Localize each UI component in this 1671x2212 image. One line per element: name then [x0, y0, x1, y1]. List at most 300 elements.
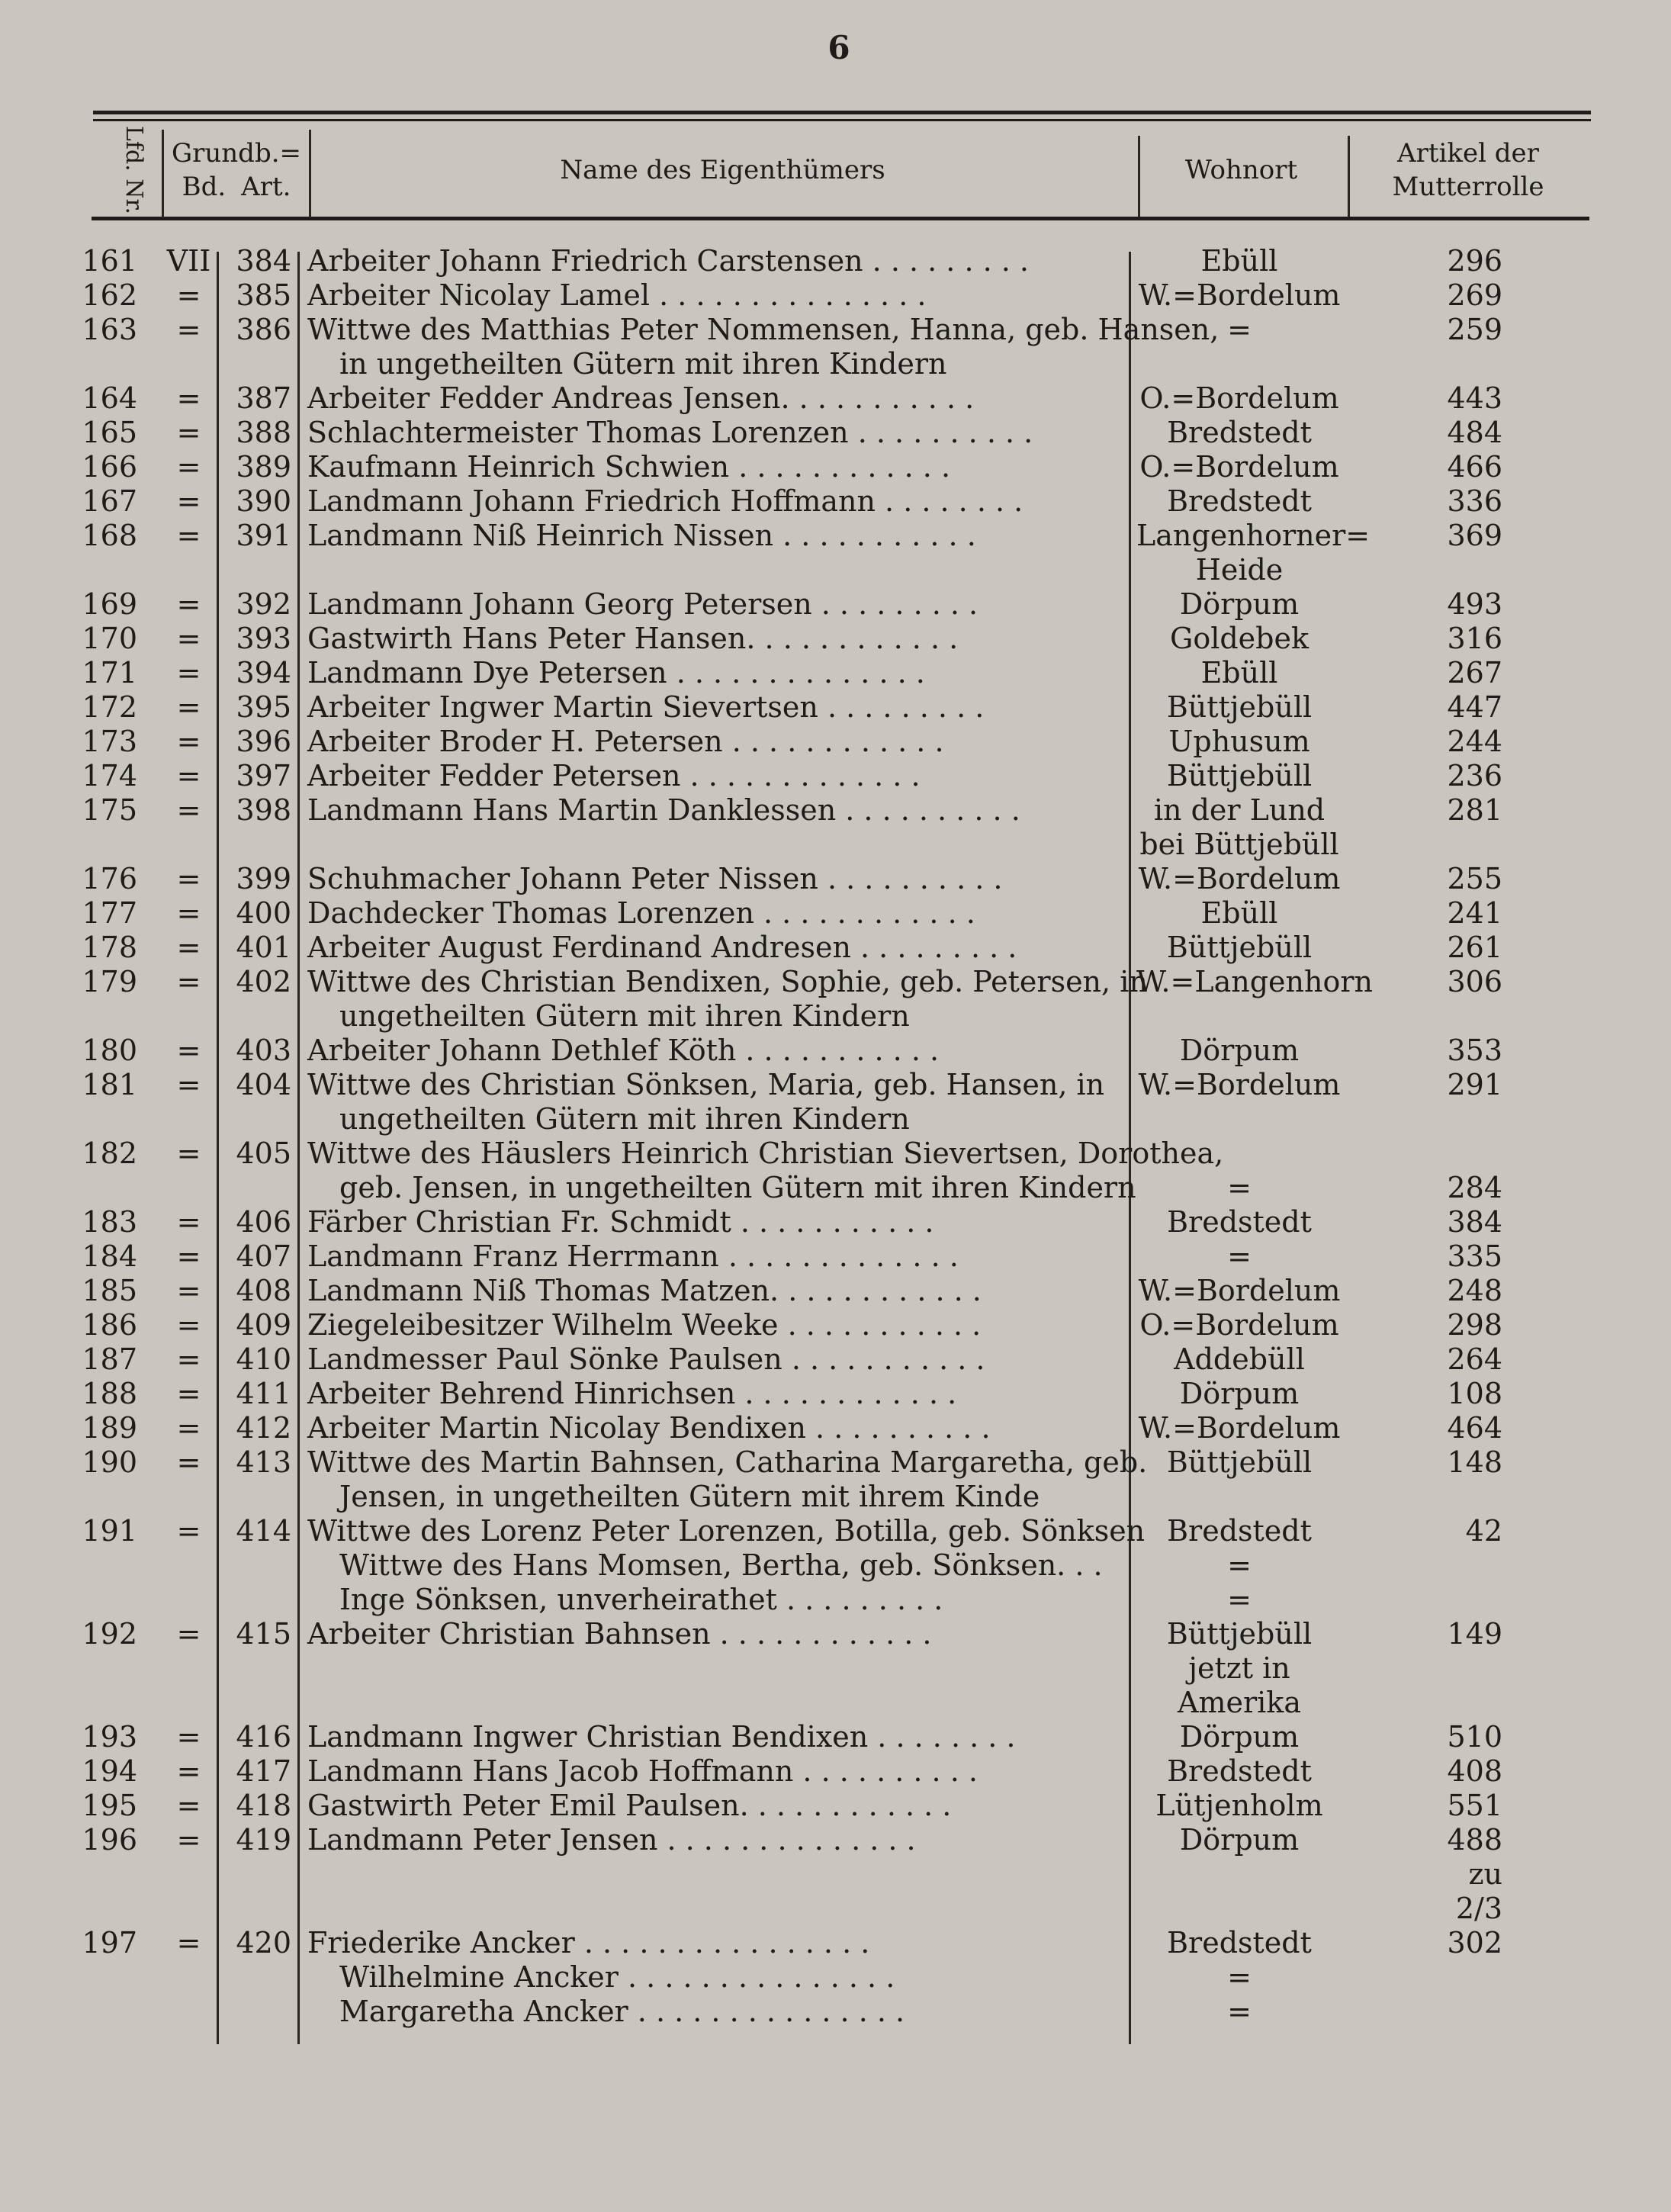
owner-name-line: Dachdecker Thomas Lorenzen . . . . . . . . . . . . [307, 896, 975, 930]
owner-name-line: Wittwe des Lorenz Peter Lorenzen, Botilla, geb. Sönksen [307, 1514, 1146, 1548]
owner-name-line: Arbeiter Broder H. Petersen . . . . . . . . . . . . [307, 725, 944, 758]
row-number: 179 [82, 965, 137, 998]
row-band: = [176, 965, 201, 998]
row-owner-name [307, 793, 1125, 828]
row-number: 167 [82, 484, 137, 518]
owner-name-line: ungetheilten Gütern mit ihren Kindern [339, 999, 910, 1033]
row-owner-name [307, 896, 1125, 931]
row-artikel: 410 [236, 1342, 291, 1376]
wohnort-line: Büttjebüll [1166, 931, 1313, 964]
row-owner-name [307, 1514, 1146, 1617]
mutterrolle-line: 408 [1447, 1754, 1502, 1788]
mutterrolle-line: 551 [1447, 1789, 1502, 1822]
row-number: 187 [82, 1342, 137, 1376]
wohnort-line: Dörpum [1179, 1720, 1300, 1754]
row-owner-name [307, 1239, 1125, 1274]
mutterrolle-line: 259 [1447, 313, 1502, 346]
row-mutterrolle [1419, 1411, 1502, 1445]
row-mutterrolle [1419, 1823, 1502, 1926]
row-owner-name [307, 1274, 1125, 1308]
mutterrolle-line: 148 [1447, 1445, 1502, 1479]
mutterrolle-line: 466 [1447, 450, 1502, 484]
row-artikel: 415 [236, 1617, 291, 1651]
row-number: 180 [82, 1034, 137, 1067]
row-mutterrolle [1419, 484, 1502, 519]
row-artikel: 407 [236, 1239, 291, 1273]
row-wohnort [1136, 1926, 1342, 2029]
row-owner-name [307, 587, 1125, 622]
row-band: = [176, 725, 201, 758]
row-mutterrolle [1419, 1720, 1502, 1754]
row-artikel: 386 [236, 313, 291, 346]
table-row [0, 519, 1671, 587]
row-number: 174 [82, 759, 137, 793]
mutterrolle-line: 2/3 [1455, 1892, 1502, 1925]
wohnort-line: Büttjebüll [1166, 1445, 1313, 1479]
row-owner-name [307, 1411, 1125, 1445]
row-owner-name [307, 381, 1125, 416]
mutterrolle-line: 108 [1447, 1377, 1502, 1410]
row-artikel: 398 [236, 793, 291, 827]
row-band: = [176, 622, 201, 655]
row-band: = [176, 313, 201, 346]
row-mutterrolle [1419, 450, 1502, 484]
row-mutterrolle [1419, 244, 1502, 278]
wohnort-line: Amerika [1178, 1686, 1301, 1719]
mutterrolle-line: 298 [1447, 1308, 1502, 1342]
row-number: 189 [82, 1411, 137, 1445]
table-row [0, 278, 1671, 313]
row-owner-name [307, 450, 1125, 484]
row-wohnort [1136, 484, 1342, 519]
owner-name-line: Arbeiter Johann Dethlef Köth . . . . . . . . . . . [307, 1034, 940, 1067]
wohnort-line: = [1227, 1548, 1252, 1582]
row-wohnort [1136, 450, 1342, 484]
wohnort-line: W.=Bordelum [1138, 1274, 1341, 1307]
header-artikel-line-2: Mutterrolle [1392, 171, 1544, 202]
owner-name-line: ungetheilten Gütern mit ihren Kindern [339, 1102, 910, 1136]
owner-name-line: Wittwe des Christian Sönksen, Maria, geb. Hansen, in [307, 1068, 1105, 1101]
row-wohnort [1136, 656, 1342, 690]
row-number: 193 [82, 1720, 137, 1754]
row-wohnort [1136, 896, 1342, 931]
row-number: 176 [82, 862, 137, 895]
wohnort-line: Langenhorner= [1136, 519, 1371, 552]
row-band: = [176, 793, 201, 827]
wohnort-line: Dörpum [1179, 1034, 1300, 1067]
row-artikel: 399 [236, 862, 291, 895]
owner-name-line: Landmann Hans Martin Danklessen . . . . . . . . . . [307, 793, 1020, 827]
row-artikel: 388 [236, 416, 291, 449]
mutterrolle-line: 335 [1447, 1239, 1502, 1273]
row-mutterrolle [1419, 725, 1502, 759]
row-mutterrolle [1419, 587, 1502, 622]
wohnort-line: Goldebek [1169, 622, 1309, 655]
row-wohnort [1136, 1514, 1342, 1617]
row-artikel: 413 [236, 1445, 291, 1479]
row-wohnort [1136, 1205, 1342, 1239]
table-row [0, 1720, 1671, 1754]
column-divider [162, 130, 164, 218]
row-artikel: 393 [236, 622, 291, 655]
mutterrolle-line: 316 [1447, 622, 1502, 655]
wohnort-line: Büttjebüll [1166, 690, 1313, 724]
table-row [0, 1205, 1671, 1239]
table-row [0, 1445, 1671, 1514]
owner-name-line: Landmann Ingwer Christian Bendixen . . . . . . . . [307, 1720, 1016, 1754]
row-artikel: 414 [236, 1514, 291, 1548]
row-band: = [176, 1239, 201, 1273]
row-mutterrolle [1419, 690, 1502, 725]
row-owner-name [307, 656, 1125, 690]
row-wohnort [1136, 519, 1371, 587]
owner-name-line: Kaufmann Heinrich Schwien . . . . . . . . . . . . [307, 450, 951, 484]
header-band: Bd. [182, 171, 227, 202]
row-number: 172 [82, 690, 137, 724]
row-mutterrolle [1419, 1617, 1502, 1651]
table-row [0, 1754, 1671, 1789]
row-artikel: 385 [236, 278, 291, 312]
row-wohnort [1136, 1754, 1342, 1789]
owner-name-line: Arbeiter Johann Friedrich Carstensen . . . . . . . . . [307, 244, 1030, 278]
row-owner-name [307, 1823, 1125, 1857]
row-number: 178 [82, 931, 137, 964]
table-row [0, 1308, 1671, 1342]
row-wohnort [1136, 622, 1342, 656]
row-number: 182 [82, 1137, 137, 1170]
row-wohnort [1136, 725, 1342, 759]
row-mutterrolle [1419, 381, 1502, 416]
mutterrolle-line: 269 [1447, 278, 1502, 312]
row-mutterrolle [1419, 1514, 1502, 1548]
wohnort-line: = [1227, 1239, 1252, 1273]
mutterrolle-line: 244 [1447, 725, 1502, 758]
wohnort-line: W.=Bordelum [1138, 1411, 1341, 1445]
table-row [0, 931, 1671, 965]
table-row [0, 896, 1671, 931]
row-artikel: 392 [236, 587, 291, 621]
row-band: = [176, 1274, 201, 1307]
row-number: 188 [82, 1377, 137, 1410]
row-artikel: 400 [236, 896, 291, 930]
row-wohnort [1136, 381, 1342, 416]
row-band: = [176, 690, 201, 724]
row-wohnort [1136, 1274, 1342, 1308]
row-owner-name [307, 313, 1220, 381]
row-band: = [176, 759, 201, 793]
owner-name-line: Wittwe des Christian Bendixen, Sophie, geb. Petersen, in [307, 965, 1148, 998]
wohnort-line: Bredstedt [1167, 1205, 1312, 1239]
wohnort-line: O.=Bordelum [1139, 1308, 1339, 1342]
row-band: = [176, 1789, 201, 1822]
row-band: = [176, 1445, 201, 1479]
table-row [0, 450, 1671, 484]
row-wohnort [1136, 759, 1342, 793]
owner-name-line: Wittwe des Häuslers Heinrich Christian Sievertsen, Dorothea, [307, 1137, 1224, 1170]
row-artikel: 384 [236, 244, 291, 278]
mutterrolle-line: 353 [1447, 1034, 1502, 1067]
row-owner-name [307, 690, 1125, 725]
row-mutterrolle [1419, 1308, 1502, 1342]
row-number: 191 [82, 1514, 137, 1548]
row-band: = [176, 896, 201, 930]
row-number: 175 [82, 793, 137, 827]
row-artikel: 412 [236, 1411, 291, 1445]
row-mutterrolle [1419, 793, 1502, 828]
row-owner-name [307, 1137, 1224, 1205]
owner-name-line: Arbeiter Ingwer Martin Sievertsen . . . . . . . . . [307, 690, 985, 724]
row-band: = [176, 416, 201, 449]
mutterrolle-line: 264 [1447, 1342, 1502, 1376]
row-band: = [176, 1205, 201, 1239]
wohnort-line: W.=Bordelum [1138, 1068, 1341, 1101]
table-row [0, 965, 1671, 1034]
row-mutterrolle [1419, 759, 1502, 793]
row-mutterrolle [1419, 1068, 1502, 1102]
row-mutterrolle [1419, 896, 1502, 931]
row-owner-name [307, 1754, 1125, 1789]
mutterrolle-line: 42 [1465, 1514, 1502, 1548]
wohnort-line: W.=Langenhorn [1136, 965, 1373, 998]
row-artikel: 394 [236, 656, 291, 690]
row-artikel: 411 [236, 1377, 291, 1410]
wohnort-line: Büttjebüll [1166, 1617, 1313, 1651]
row-owner-name [307, 1068, 1125, 1137]
table-row [0, 1342, 1671, 1377]
row-owner-name [307, 519, 1125, 553]
owner-name-line: geb. Jensen, in ungetheilten Gütern mit ihren Kindern [339, 1171, 1136, 1204]
owner-name-line: Arbeiter Fedder Petersen . . . . . . . . . . . . . [307, 759, 921, 793]
row-mutterrolle [1419, 1205, 1502, 1239]
row-mutterrolle [1419, 1239, 1502, 1274]
row-number: 184 [82, 1239, 137, 1273]
table-row [0, 1377, 1671, 1411]
owner-name-line: Landmann Niß Thomas Matzen. . . . . . . . . . . . [307, 1274, 982, 1307]
row-wohnort [1136, 313, 1342, 347]
row-number: 163 [82, 313, 137, 346]
owner-name-line: Landmann Franz Herrmann . . . . . . . . . . . . . [307, 1239, 959, 1273]
row-mutterrolle [1419, 313, 1502, 347]
mutterrolle-line: 369 [1447, 519, 1502, 552]
owner-name-line: Landmann Hans Jacob Hoffmann . . . . . . . . . . [307, 1754, 978, 1788]
row-number: 168 [82, 519, 137, 552]
wohnort-line: O.=Bordelum [1139, 450, 1339, 484]
row-band: = [176, 519, 201, 552]
row-owner-name [307, 622, 1125, 656]
owner-name-line: Gastwirth Peter Emil Paulsen. . . . . . . . . . . . [307, 1789, 952, 1822]
row-artikel: 408 [236, 1274, 291, 1307]
row-mutterrolle [1419, 1137, 1502, 1205]
row-number: 166 [82, 450, 137, 484]
wohnort-line: Heide [1195, 553, 1284, 587]
wohnort-line: in der Lund [1153, 793, 1326, 827]
table-row [0, 1789, 1671, 1823]
row-wohnort [1136, 931, 1342, 965]
owner-name-line: Arbeiter Behrend Hinrichsen . . . . . . . . . . . . [307, 1377, 957, 1410]
owner-name-line: Arbeiter Nicolay Lamel . . . . . . . . . . . . . . . [307, 278, 927, 312]
row-wohnort [1136, 690, 1342, 725]
row-mutterrolle [1419, 1926, 1502, 1960]
mutterrolle-line: 241 [1447, 896, 1502, 930]
header-lfd-nr: Lfd. Nr. [121, 125, 148, 214]
row-wohnort [1136, 1342, 1342, 1377]
wohnort-line: Büttjebüll [1166, 759, 1313, 793]
row-owner-name [307, 1034, 1125, 1068]
table-row [0, 1823, 1671, 1926]
row-owner-name [307, 759, 1125, 793]
row-mutterrolle [1419, 416, 1502, 450]
row-mutterrolle [1419, 622, 1502, 656]
row-number: 171 [82, 656, 137, 690]
register-table-body [0, 244, 1671, 2029]
owner-name-line: Wilhelmine Ancker . . . . . . . . . . . . . . . [339, 1960, 895, 1994]
mutterrolle-line: zu [1468, 1857, 1502, 1891]
table-row [0, 1617, 1671, 1720]
wohnort-line: Bredstedt [1167, 416, 1312, 449]
row-artikel: 416 [236, 1720, 291, 1754]
row-band: = [176, 1377, 201, 1410]
wohnort-line: = [1227, 1995, 1252, 2028]
owner-name-line: Landmann Niß Heinrich Nissen . . . . . . . . . . . [307, 519, 976, 552]
wohnort-line: Uphusum [1168, 725, 1310, 758]
row-artikel: 418 [236, 1789, 291, 1822]
row-band: = [176, 484, 201, 518]
table-row [0, 587, 1671, 622]
row-number: 197 [82, 1926, 137, 1960]
wohnort-line: = [1227, 313, 1252, 346]
row-artikel: 402 [236, 965, 291, 998]
column-divider [1348, 136, 1350, 217]
row-wohnort [1136, 1720, 1342, 1754]
row-number: 183 [82, 1205, 137, 1239]
row-artikel: 420 [236, 1926, 291, 1960]
header-wohnort: Wohnort [1184, 154, 1298, 185]
row-band: = [176, 1034, 201, 1067]
owner-name-line: Landmann Dye Petersen . . . . . . . . . . . . . . [307, 656, 925, 690]
header-grundbuch-title: Grundb.= [171, 137, 302, 169]
mutterrolle-line: 493 [1447, 587, 1502, 621]
table-row [0, 793, 1671, 862]
table-row [0, 1034, 1671, 1068]
row-number: 164 [82, 381, 137, 415]
row-wohnort [1136, 1823, 1342, 1857]
owner-name-line: Wittwe des Matthias Peter Nommensen, Hanna, geb. Hansen, [307, 313, 1220, 346]
row-wohnort [1136, 416, 1342, 450]
row-band: = [176, 278, 201, 312]
wohnort-line: Dörpum [1179, 1377, 1300, 1410]
owner-name-line: Landmann Peter Jensen . . . . . . . . . . . . . . [307, 1823, 916, 1857]
row-artikel: 417 [236, 1754, 291, 1788]
row-wohnort [1136, 1068, 1342, 1102]
mutterrolle-line: 267 [1447, 656, 1502, 690]
row-number: 185 [82, 1274, 137, 1307]
owner-name-line: Arbeiter Martin Nicolay Bendixen . . . . . . . . . . [307, 1411, 991, 1445]
row-owner-name [307, 1445, 1148, 1514]
owner-name-line: Landmesser Paul Sönke Paulsen . . . . . . . . . . . [307, 1342, 985, 1376]
row-artikel: 403 [236, 1034, 291, 1067]
row-owner-name [307, 965, 1148, 1034]
row-wohnort [1136, 1034, 1342, 1068]
row-band: = [176, 450, 201, 484]
wohnort-line: W.=Bordelum [1138, 278, 1341, 312]
owner-name-line: Friederike Ancker . . . . . . . . . . . . . . . . [307, 1926, 870, 1960]
table-row [0, 1274, 1671, 1308]
row-owner-name [307, 1789, 1125, 1823]
row-number: 170 [82, 622, 137, 655]
owner-name-line: Arbeiter Fedder Andreas Jensen. . . . . . . . . . . [307, 381, 975, 415]
row-number: 181 [82, 1068, 137, 1101]
header-grundbuch [164, 126, 309, 214]
row-number: 169 [82, 587, 137, 621]
row-number: 173 [82, 725, 137, 758]
wohnort-line: O.=Bordelum [1139, 381, 1339, 415]
mutterrolle-line: 306 [1447, 965, 1502, 998]
page-number: 6 [827, 29, 850, 66]
row-owner-name [307, 484, 1125, 519]
table-row [0, 244, 1671, 278]
mutterrolle-line: 302 [1447, 1926, 1502, 1960]
mutterrolle-line: 248 [1447, 1274, 1502, 1307]
row-band: = [176, 1342, 201, 1376]
table-row [0, 656, 1671, 690]
row-artikel: 389 [236, 450, 291, 484]
row-band: = [176, 1823, 201, 1857]
owner-name-line: Arbeiter August Ferdinand Andresen . . . . . . . . . [307, 931, 1017, 964]
row-artikel: 405 [236, 1137, 291, 1170]
mutterrolle-line [1419, 1137, 1502, 1171]
top-rule-thin [93, 119, 1591, 121]
row-number: 196 [82, 1823, 137, 1857]
mutterrolle-line: 255 [1447, 862, 1502, 895]
table-row [0, 1926, 1671, 2029]
mutterrolle-line: 384 [1447, 1205, 1502, 1239]
row-mutterrolle [1419, 656, 1502, 690]
row-mutterrolle [1419, 1377, 1502, 1411]
row-artikel: 395 [236, 690, 291, 724]
row-owner-name [307, 931, 1125, 965]
mutterrolle-line: 484 [1447, 416, 1502, 449]
row-band: = [176, 1411, 201, 1445]
wohnort-line: Bredstedt [1167, 1754, 1312, 1788]
table-row [0, 1411, 1671, 1445]
row-mutterrolle [1419, 519, 1502, 553]
table-row [0, 759, 1671, 793]
header-name: Name des Eigenthümers [560, 154, 885, 185]
row-owner-name [307, 725, 1125, 759]
owner-name-line: in ungetheilten Gütern mit ihren Kindern [339, 347, 947, 381]
row-mutterrolle [1419, 278, 1502, 313]
row-mutterrolle [1419, 862, 1502, 896]
row-number: 186 [82, 1308, 137, 1342]
owner-name-line: Schuhmacher Johann Peter Nissen . . . . . . . . . . [307, 862, 1003, 895]
owner-name-line: Margaretha Ancker . . . . . . . . . . . . . . . [339, 1995, 905, 2028]
table-row [0, 1239, 1671, 1274]
mutterrolle-line: 447 [1447, 690, 1502, 724]
row-wohnort [1136, 1789, 1342, 1823]
table-row [0, 725, 1671, 759]
wohnort-line: Bredstedt [1167, 1514, 1312, 1548]
row-wohnort [1136, 244, 1342, 278]
row-band: = [176, 1754, 201, 1788]
row-mutterrolle [1419, 1754, 1502, 1789]
top-rule [93, 111, 1591, 114]
wohnort-line: jetzt in [1188, 1651, 1290, 1685]
header-artikel-line-1: Artikel der [1397, 137, 1539, 169]
mutterrolle-line: 149 [1447, 1617, 1502, 1651]
row-mutterrolle [1419, 1445, 1502, 1480]
row-band: = [176, 1308, 201, 1342]
owner-name-line: Inge Sönksen, unverheirathet . . . . . . . . . [339, 1583, 943, 1616]
